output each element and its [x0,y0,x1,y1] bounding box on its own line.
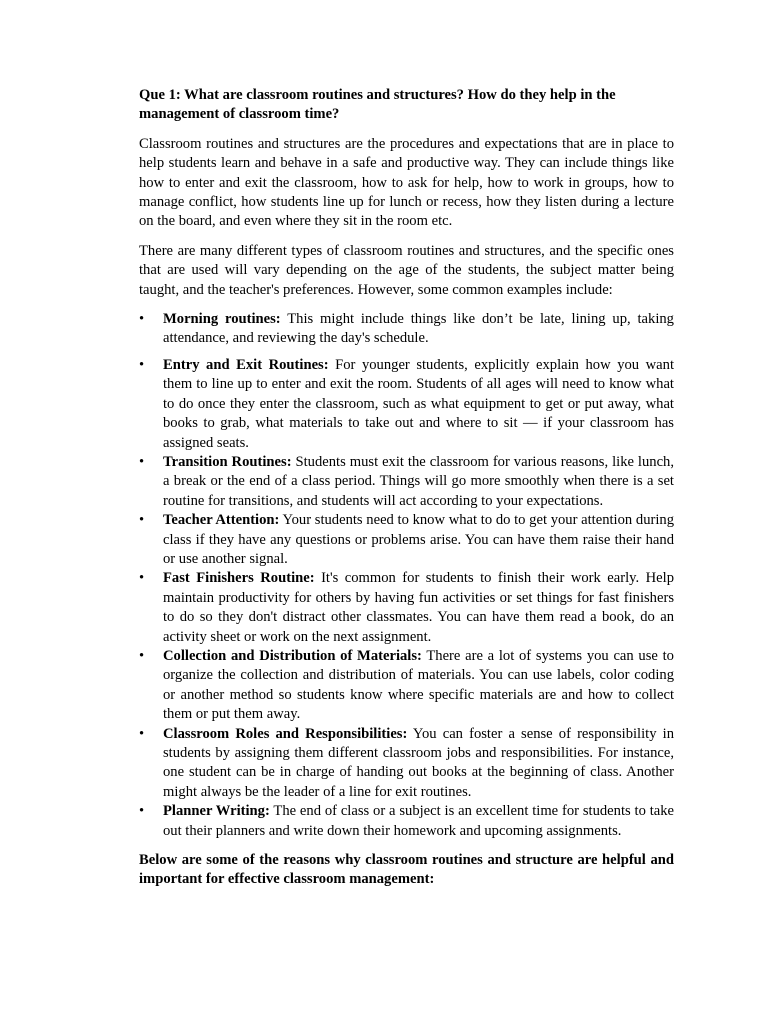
bullet-icon: • [139,570,145,587]
list-item [139,802,674,841]
item-text: For younger students, explicitly explain how you want them to line up to enter and exit the room. Students of all ages will need to know what to do once they enter the classroom, such as what equipment to get or put away, what books to grab, what materials to take out and where to sit — if your classroom has assigned seats. [163,356,674,451]
list-item [139,569,674,647]
item-term: Morning routines: [163,311,281,328]
question-heading: Que 1: What are classroom routines and structures? How do they help in the management of classroom time? [139,87,616,123]
bullet-icon: • [139,647,145,664]
list-item [139,511,674,569]
bullet-icon: • [139,356,145,373]
list-item [139,356,674,453]
list-item [139,647,674,725]
closing-heading: Below are some of the reasons why classroom routines and structure are helpful and important for effective classroom management: [139,852,674,888]
routines-list [139,310,674,841]
item-text: This might include things like don’t be late, lining up, taking attendance, and reviewing the day's schedule. [163,311,674,347]
item-term: Entry and Exit Routines: [163,356,329,373]
item-text: Students must exit the classroom for various reasons, like lunch, a break or the end of a class period. Things will go more smoothly when there is a set routine for transitions, and students will act according to your expectations. [163,453,674,509]
item-text: The end of class or a subject is an excellent time for students to take out their planners and write down their homework and upcoming assignments. [163,803,675,839]
examples-paragraph: There are many different types of classroom routines and structures, and the specific ones that are used will vary depending on the age of the students, the subject matter being taught, and the teacher's preferences. However, some common examples include: [139,242,674,298]
item-term: Collection and Distribution of Materials: [163,647,422,664]
intro-paragraph: Classroom routines and structures are the procedures and expectations that are in place to help students learn and behave in a safe and productive way. They can include things like how to enter and exit the classroom, how to ask for help, how to work in groups, how to manage conflict, how students line up for lunch or recess, how they listen during a lecture on the board, and even where they sit in the room etc. [139,135,674,230]
bullet-icon: • [139,453,145,470]
list-item [139,725,674,803]
list-item [139,310,674,349]
bullet-icon: • [139,311,145,328]
list-item [139,453,674,511]
item-term: Fast Finishers Routine: [163,570,315,587]
document-page [139,86,674,890]
bullet-icon: • [139,725,145,742]
item-text: You can foster a sense of responsibility in students by assigning them different classroom jobs and responsibilities. For instance, one student can be in charge of handing out books at the beginning of class. Another might always be the leader of a line for exit routines. [163,725,674,800]
bullet-icon: • [139,803,145,820]
item-term: Transition Routines: [163,453,292,470]
item-term: Teacher Attention: [163,512,280,529]
item-term: Classroom Roles and Responsibilities: [163,725,408,742]
item-text: There are a lot of systems you can use to organize the collection and distribution of materials. You can use labels, color coding or another method so students know where specific materials are and how to collect them or put them away. [163,647,674,723]
item-text: Your students need to know what to do to get your attention during class if they have any questions or problems arise. You can have them raise their hand or use another signal. [163,512,674,567]
item-text: It's common for students to finish their work early. Help maintain productivity for others by having fun activities or set things for fast finishers to do so they don't distract other classmates. You can have them read a book, do an activity sheet or work on the next assignment. [163,570,675,645]
bullet-icon: • [139,512,145,529]
item-term: Planner Writing: [163,803,270,820]
